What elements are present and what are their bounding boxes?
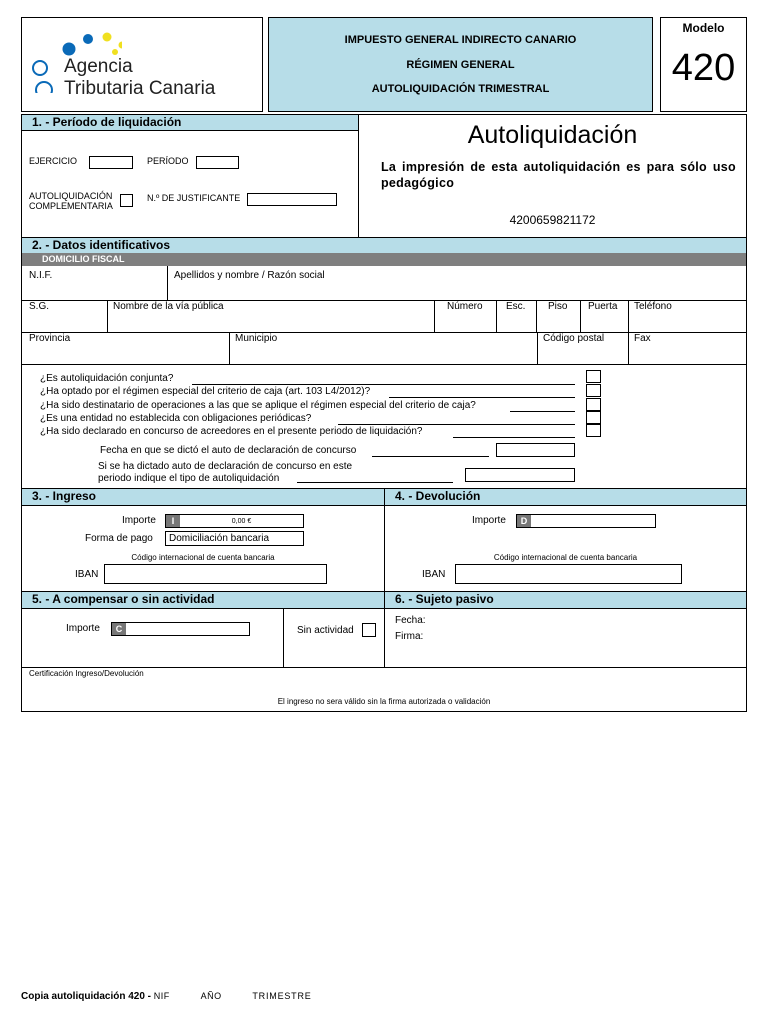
domicilio-fiscal-bar: DOMICILIO FISCAL (22, 253, 746, 266)
modelo-box (660, 17, 747, 112)
numero-label: Número (447, 301, 483, 312)
ingreso-letter: I (166, 515, 180, 527)
header-title-1: IMPUESTO GENERAL INDIRECTO CANARIO (344, 34, 577, 46)
esc-label: Esc. (506, 301, 526, 312)
periodo-label: PERÍODO (147, 156, 189, 166)
certificacion-note: El ingreso no sera válido sin la firma autorizada o validación (277, 697, 491, 706)
question-criterio-caja: ¿Ha optado por el régimen especial del criterio de caja (art. 103 L4/2012)? (40, 386, 371, 397)
ingreso-importe-value: 0,00 € (231, 518, 252, 525)
section-4-header: 4. - Devolución (385, 489, 746, 505)
section-1-header: 1. - Período de liquidación (22, 115, 358, 131)
header-title-3: AUTOLIQUIDACIÓN TRIMESTRAL (371, 83, 550, 95)
compensar-importe-field[interactable] (111, 622, 250, 636)
pedagogic-notice: La impresión de esta autoliquidación es para sólo uso pedagógico (381, 160, 736, 190)
section-5-header: 5. - A compensar o sin actividad (22, 592, 384, 608)
complementaria-checkbox[interactable] (120, 194, 133, 207)
question-no-establecida: ¿Es una entidad no establecida con obligaciones periódicas? (40, 413, 312, 424)
devolucion-codigo-iban-label: Código internacional de cuenta bancaria (493, 553, 638, 562)
footer-anio: AÑO (200, 991, 222, 1001)
telefono-label: Teléfono (634, 301, 672, 312)
logo-box (21, 17, 263, 112)
municipio-label: Municipio (235, 333, 278, 344)
footer-trimestre: TRIMESTRE (252, 991, 312, 1001)
apellidos-field[interactable] (168, 282, 746, 300)
complementaria-label-2: COMPLEMENTARIA (29, 201, 113, 211)
section-6-header: 6. - Sujeto pasivo (385, 592, 746, 608)
provincia-label: Provincia (29, 333, 71, 344)
sin-actividad-label: Sin actividad (297, 625, 354, 636)
section-2-header: 2. - Datos identificativos (22, 237, 746, 253)
modelo-number: 420 (671, 47, 736, 89)
ejercicio-field[interactable] (89, 156, 133, 169)
justificante-field[interactable] (247, 193, 337, 206)
tipo-auto-field[interactable] (465, 468, 575, 482)
devolucion-iban-label: IBAN (422, 569, 446, 580)
question-concurso: ¿Ha sido declarado en concurso de acreedores en el presente periodo de liquidación? (40, 426, 423, 437)
justificante-code: 4200659821172 (509, 213, 596, 227)
firma-label: Firma: (395, 631, 424, 642)
devolucion-letter: D (517, 515, 531, 527)
footer (21, 990, 312, 1003)
devolucion-importe-label: Importe (472, 515, 506, 526)
nif-label: N.I.F. (29, 270, 53, 281)
nif-field[interactable] (22, 282, 167, 300)
forma-pago-value: Domiciliación bancaria (169, 533, 270, 544)
ingreso-importe-field[interactable] (165, 514, 304, 528)
question-conjunta: ¿Es autoliquidación conjunta? (40, 373, 174, 384)
justificante-label: N.º DE JUSTIFICANTE (147, 193, 241, 203)
logo-line-1: Agencia (64, 56, 133, 77)
modelo-label: Modelo (682, 21, 725, 35)
compensar-importe-label: Importe (66, 623, 100, 634)
footer-copia: Copia autoliquidación 420 - (21, 991, 152, 1002)
section-3-header: 3. - Ingreso (22, 489, 384, 505)
ingreso-codigo-iban-label: Código internacional de cuenta bancaria (131, 553, 275, 562)
sin-actividad-checkbox[interactable] (362, 623, 376, 637)
ingreso-iban-field[interactable] (104, 564, 327, 584)
puerta-label: Puerta (588, 301, 618, 312)
complementaria-label-1: AUTOLIQUIDACIÓN (29, 191, 113, 201)
periodo-field[interactable] (196, 156, 239, 169)
tipo-auto-label-2: periodo indique el tipo de autoliquidación (98, 473, 280, 484)
checkbox-no-establecida[interactable] (586, 411, 601, 424)
footer-nif: NIF (153, 991, 170, 1001)
header-title-box (268, 17, 653, 112)
ejercicio-label: EJERCICIO (29, 156, 78, 166)
forma-pago-label: Forma de pago (85, 533, 153, 544)
checkbox-conjunta[interactable] (586, 370, 601, 383)
header-title-2: RÉGIMEN GENERAL (406, 59, 515, 71)
apellidos-label: Apellidos y nombre / Razón social (174, 270, 325, 281)
tipo-auto-label-1: Si se ha dictado auto de declaración de concurso en este (98, 461, 353, 472)
checkbox-destinatario-caja[interactable] (586, 398, 601, 411)
via-label: Nombre de la vía pública (113, 301, 224, 312)
forma-pago-field[interactable] (165, 531, 304, 546)
question-destinatario-caja: ¿Ha sido destinatario de operaciones a las que se aplique el régimen especial del criterio de caja? (40, 400, 476, 411)
devolucion-iban-field[interactable] (455, 564, 682, 584)
codigo-postal-label: Código postal (543, 333, 605, 344)
fecha-auto-field[interactable] (496, 443, 575, 457)
logo-line-2: Tributaria Canaria (64, 78, 216, 99)
sg-label: S.G. (29, 301, 50, 312)
fax-label: Fax (634, 333, 651, 344)
ingreso-iban-label: IBAN (75, 569, 99, 580)
piso-label: Piso (548, 301, 568, 312)
devolucion-importe-field[interactable] (516, 514, 656, 528)
compensar-letter: C (112, 623, 126, 635)
fecha-label: Fecha: (395, 615, 426, 626)
checkbox-concurso[interactable] (586, 424, 601, 437)
autoliquidacion-title: Autoliquidación (467, 121, 638, 149)
fecha-auto-label: Fecha en que se dictó el auto de declaración de concurso (100, 445, 357, 456)
checkbox-criterio-caja[interactable] (586, 384, 601, 397)
ingreso-importe-label: Importe (122, 515, 156, 526)
certificacion-label: Certificación Ingreso/Devolución (29, 669, 144, 678)
